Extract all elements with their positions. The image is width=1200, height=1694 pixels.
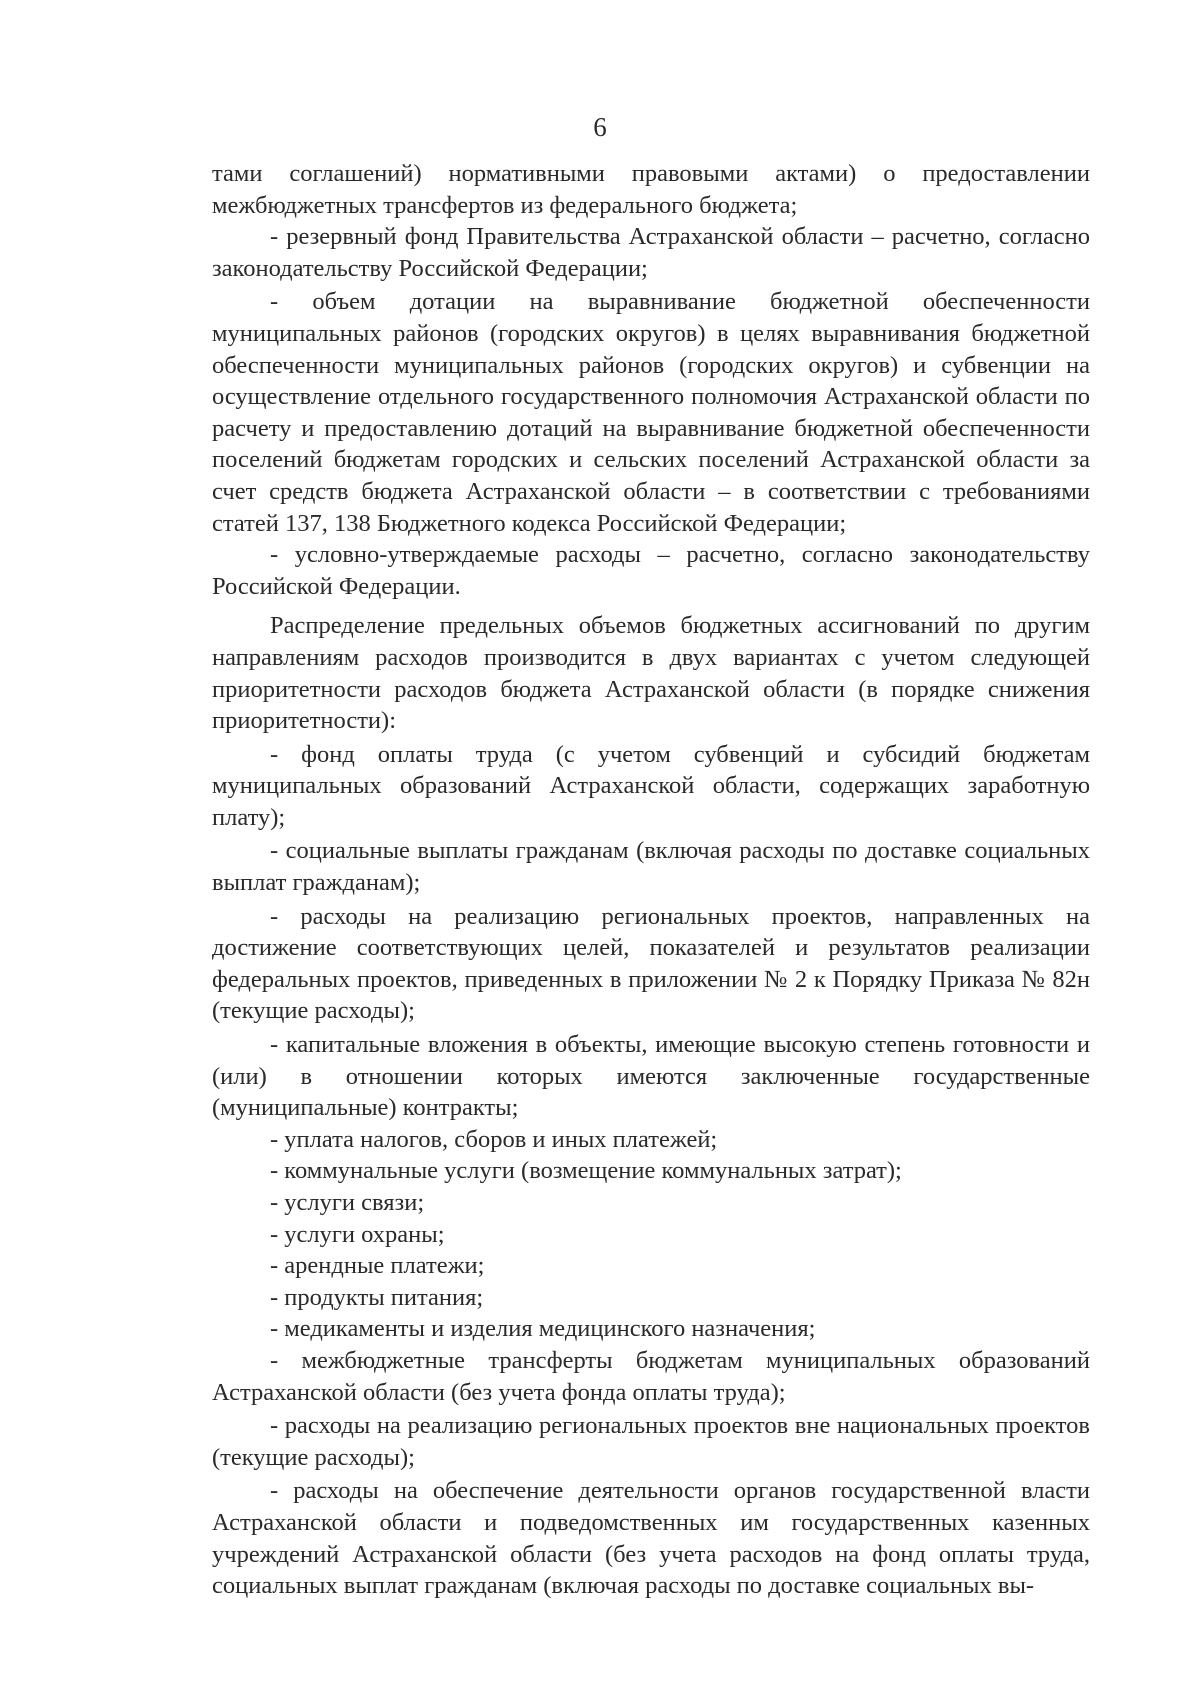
list-item-utilities: - коммунальные услуги (возмещение коммунальных затрат); (270, 1157, 902, 1185)
paragraph-continuation: тами соглашений) нормативными правовыми актами) о предоставлении межбюджетных трансфертов из федерального бюджета; (212, 160, 1090, 219)
list-item-security: - услуги охраны; (270, 1220, 445, 1248)
paragraph-distribution: Распределение предельных объемов бюджетных ассигнований по другим направлениям расходов производится в двух вариантах с учетом следующей приоритетности расходов бюджета Астраханской области (в порядке снижения приоритетности): (212, 612, 1090, 735)
list-item-medicines: - медикаменты и изделия медицинского назначения; (270, 1315, 816, 1343)
list-item-social-payments: - социальные выплаты гражданам (включая расходы по доставке социальных выплат гражданам); (212, 837, 1090, 897)
list-item-non-national-projects: - расходы на реализацию региональных проектов вне национальных проектов (текущие расходы); (212, 1412, 1090, 1471)
list-item-rent: - арендные платежи; (270, 1252, 485, 1280)
list-item-payroll: - фонд оплаты труда (с учетом субвенций и субсидий бюджетам муниципальных образований Астраханской области, содержащих заработную плату); (212, 740, 1090, 831)
page-number: 6 (593, 112, 607, 142)
list-item-regional-projects: - расходы на реализацию региональных проектов, направленных на достижение соответствующих целей, показателей и результатов реализации федеральных проектов, приведенных в приложении № 2 к Порядку Приказа № 82н (текущие расходы); (212, 902, 1090, 1025)
document-body (212, 158, 1090, 1602)
list-item-subsidy-volume: - объем дотации на выравнивание бюджетной обеспеченности муниципальных районов (городских округов) в целях выравнивания бюджетной обеспеченности муниципальных районов (городских округов) и субвенции на осуществление отдельного государственного полномочия Астраханской области по расчету и предоставлению дотаций на выравнивание бюджетной обеспеченности поселений бюджетам городских и сельских поселений Астраханской области за счет средств бюджета Астраханской области – в соответствии с требованиями статей 137, 138 Бюджетного кодекса Российской Федерации; (212, 288, 1090, 537)
list-item-food: - продукты питания; (270, 1283, 484, 1311)
list-item-government-bodies: - расходы на обеспечение деятельности органов государственной власти Астраханской области и подведомственных им государственных казенных учреждений Астраханской области (без учета расходов на фонд оплаты труда, социальных выплат гражданам (включая расходы по доставке социальных вы- (212, 1477, 1090, 1600)
list-item-capital-investments: - капитальные вложения в объекты, имеющие высокую степень готовности и (или) в отношении которых имеются заключенные государственные (муниципальные) контракты; (212, 1031, 1090, 1122)
list-item-taxes: - уплата налогов, сборов и иных платежей; (270, 1125, 718, 1153)
list-item-interbudget-transfers: - межбюджетные трансферты бюджетам муниципальных образований Астраханской области (без учета фонда оплаты труда); (212, 1346, 1090, 1406)
list-item-communication: - услуги связи; (270, 1189, 425, 1216)
list-item-conditional-expenses: - условно-утверждаемые расходы – расчетно, согласно законодательству Российской Федерации. (212, 541, 1090, 600)
list-item-reserve-fund: - резервный фонд Правительства Астраханской области – расчетно, согласно законодательству Российской Федерации; (212, 223, 1090, 282)
